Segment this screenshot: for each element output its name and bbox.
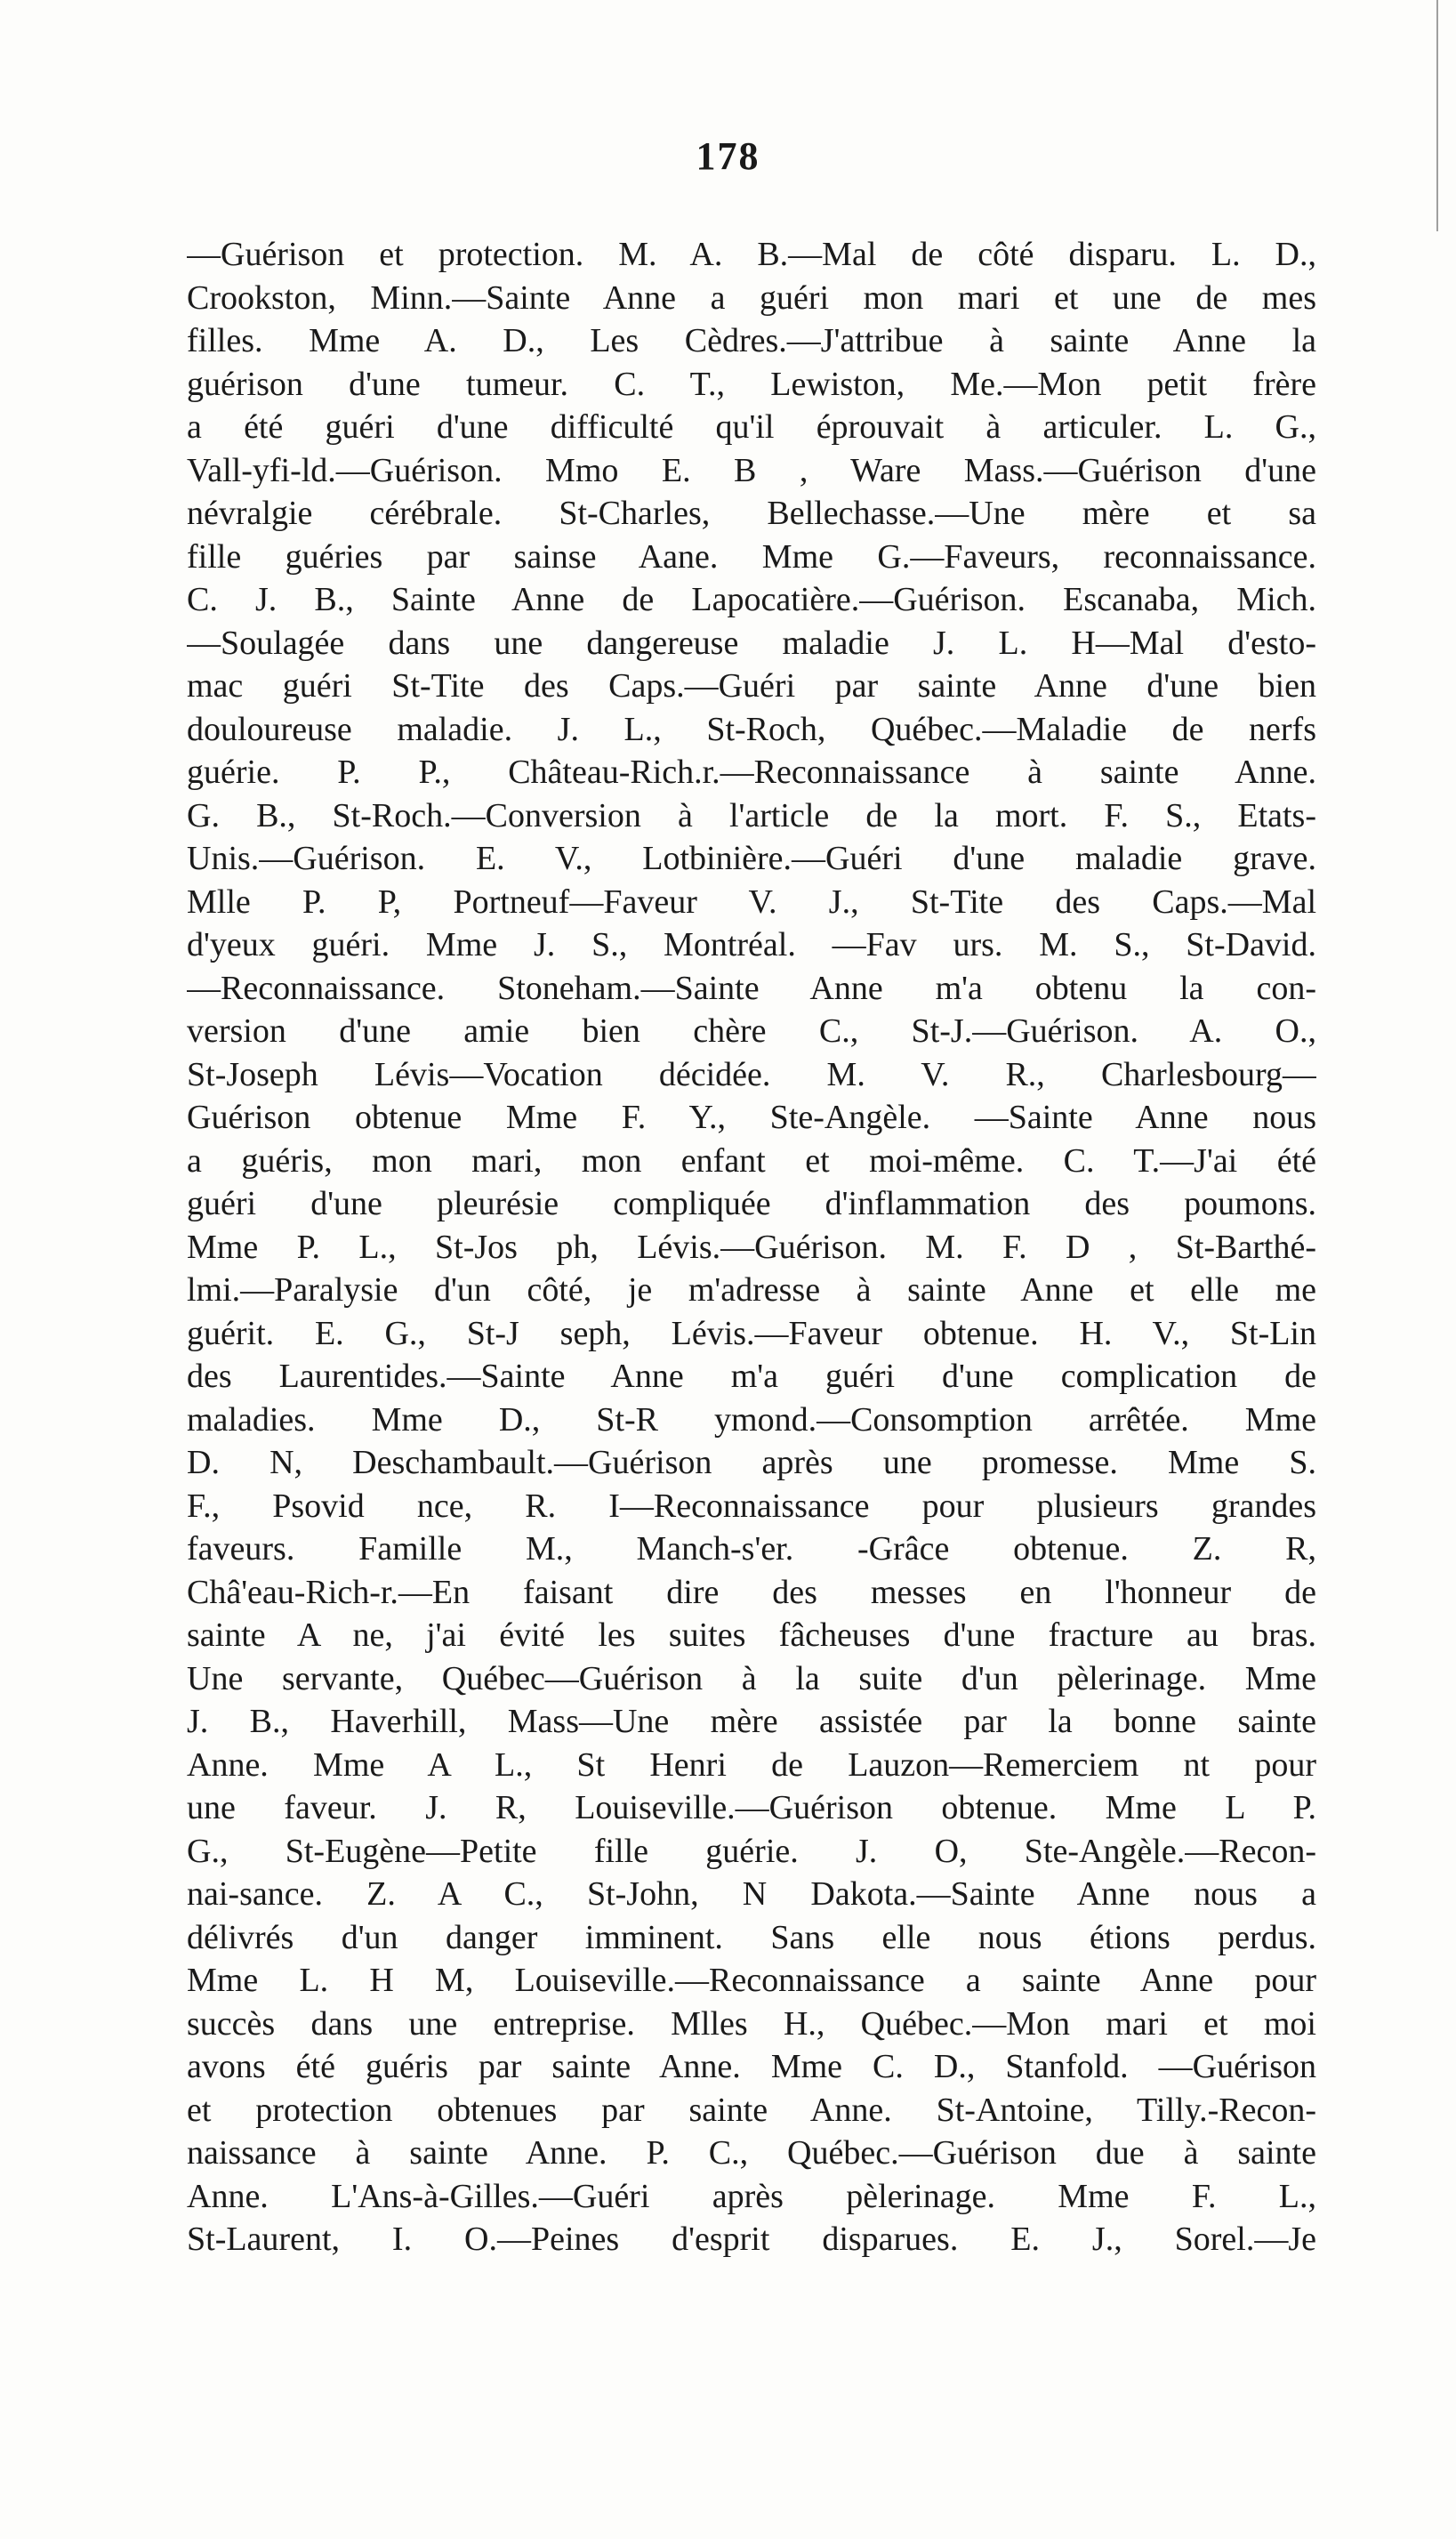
text-line: G., St-Eugène—Petite fille guérie. J. O, Ste-Angèle.—Recon- (187, 1832, 1316, 1870)
text-line: nai-sance. Z. A C., St-John, N Dakota.—Sainte Anne nous a (187, 1875, 1316, 1913)
text-line: F., Psovid nce, R. I—Reconnaissance pour plusieurs grandes (187, 1487, 1316, 1525)
text-line: délivrés d'un danger imminent. Sans elle nous étions perdus. (187, 1918, 1316, 1956)
text-line: Mme P. L., St-Jos ph, Lévis.—Guérison. M. F. D , St-Barthé- (187, 1228, 1316, 1266)
text-line: fille guéries par sainse Aane. Mme G.—Faveurs, reconnaissance. (187, 537, 1316, 576)
text-line: avons été guéris par sainte Anne. Mme C. D., Stanfold. —Guérison (187, 2048, 1316, 2085)
text-line: lmi.—Paralysie d'un côté, je m'adresse à sainte Anne et elle me (187, 1271, 1316, 1309)
text-line: Mme L. H M, Louiseville.—Reconnaissance a sainte Anne pour (187, 1962, 1316, 1999)
text-line: C. J. B., Sainte Anne de Lapocatière.—Guérison. Escanaba, Mich. (187, 581, 1316, 618)
text-line: guérison d'une tumeur. C. T., Lewiston, Me.—Mon petit frère (187, 365, 1316, 403)
text-line: Vall-yfi-ld.—Guérison. Mmo E. B , Ware Mass.—Guérison d'une (187, 451, 1316, 489)
text-line: mac guéri St-Tite des Caps.—Guéri par sainte Anne d'une bien (187, 667, 1316, 705)
text-line: Crookston, Minn.—Sainte Anne a guéri mon mari et une de mes (187, 278, 1316, 317)
text-line: faveurs. Famille M., Manch-s'er. -Grâce obtenue. Z. R, (187, 1530, 1316, 1568)
text-line: sainte A ne, j'ai évité les suites fâcheuses d'une fracture au bras. (187, 1616, 1316, 1654)
text-line: névralgie cérébrale. St-Charles, Bellechasse.—Une mère et sa (187, 495, 1316, 532)
text-line: —Soulagée dans une dangereuse maladie J. L. H—Mal d'esto- (187, 624, 1316, 662)
body-text (187, 233, 1316, 2261)
text-line: D. N, Deschambault.—Guérison après une promesse. Mme S. (187, 1444, 1316, 1481)
text-line: et protection obtenues par sainte Anne. St-Antoine, Tilly.-Recon- (187, 2091, 1316, 2129)
text-line: Anne. L'Ans-à-Gilles.—Guéri après pèlerinage. Mme F. L., (187, 2177, 1316, 2215)
text-line: maladies. Mme D., St-R ymond.—Consomption arrêtée. Mme (187, 1400, 1316, 1439)
text-line: guéri d'une pleurésie compliquée d'inflammation des poumons. (187, 1185, 1316, 1222)
text-line: St-Joseph Lévis—Vocation décidée. M. V. R., Charlesbourg— (187, 1055, 1316, 1093)
text-line: des Laurentides.—Sainte Anne m'a guéri d'une complication de (187, 1358, 1316, 1395)
text-line: J. B., Haverhill, Mass—Une mère assistée par la bonne sainte (187, 1703, 1316, 1740)
text-line: version d'une amie bien chère C., St-J.—Guérison. A. O., (187, 1012, 1316, 1050)
text-line: d'yeux guéri. Mme J. S., Montréal. —Fav urs. M. S., St-David. (187, 926, 1316, 963)
text-line: douloureuse maladie. J. L., St-Roch, Québec.—Maladie de nerfs (187, 710, 1316, 748)
page-number: 178 (696, 134, 760, 178)
text-line: guérie. P. P., Château-Rich.r.—Reconnaissance à sainte Anne. (187, 754, 1316, 791)
text-line: —Reconnaissance. Stoneham.—Sainte Anne m'a obtenu la con- (187, 969, 1316, 1007)
text-line: guérit. E. G., St-J seph, Lévis.—Faveur obtenue. H. V., St-Lin (187, 1314, 1316, 1352)
text-line: une faveur. J. R, Louiseville.—Guérison obtenue. Mme L P. (187, 1789, 1316, 1826)
text-line: —Guérison et protection. M. A. B.—Mal de côté disparu. L. D., (187, 236, 1316, 273)
text-line: Anne. Mme A L., St Henri de Lauzon—Remerciem nt pour (187, 1745, 1316, 1784)
page-edge-mark (1436, 0, 1438, 231)
text-line: Une servante, Québec—Guérison à la suite d'un pèlerinage. Mme (187, 1659, 1316, 1697)
text-line: Unis.—Guérison. E. V., Lotbinière.—Guéri d'une maladie grave. (187, 840, 1316, 877)
text-line: a guéris, mon mari, mon enfant et moi-même. C. T.—J'ai été (187, 1141, 1316, 1180)
text-line: Guérison obtenue Mme F. Y., Ste-Angèle. —Sainte Anne nous (187, 1099, 1316, 1136)
text-line: filles. Mme A. D., Les Cèdres.—J'attribue à sainte Anne la (187, 322, 1316, 359)
text-line: Mlle P. P, Portneuf—Faveur V. J., St-Tite des Caps.—Mal (187, 883, 1316, 921)
text-line: Châ'eau-Rich-r.—En faisant dire des messes en l'honneur de (187, 1573, 1316, 1611)
text-line: naissance à sainte Anne. P. C., Québec.—Guérison due à sainte (187, 2134, 1316, 2172)
text-line: St-Laurent, I. O.—Peines d'esprit disparues. E. J., Sorel.—Je (187, 2221, 1316, 2258)
text-line: succès dans une entreprise. Mlles H., Québec.—Mon mari et moi (187, 2004, 1316, 2043)
text-line: G. B., St-Roch.—Conversion à l'article de la mort. F. S., Etats- (187, 796, 1316, 834)
text-line: a été guéri d'une difficulté qu'il éprouvait à articuler. L. G., (187, 408, 1316, 446)
